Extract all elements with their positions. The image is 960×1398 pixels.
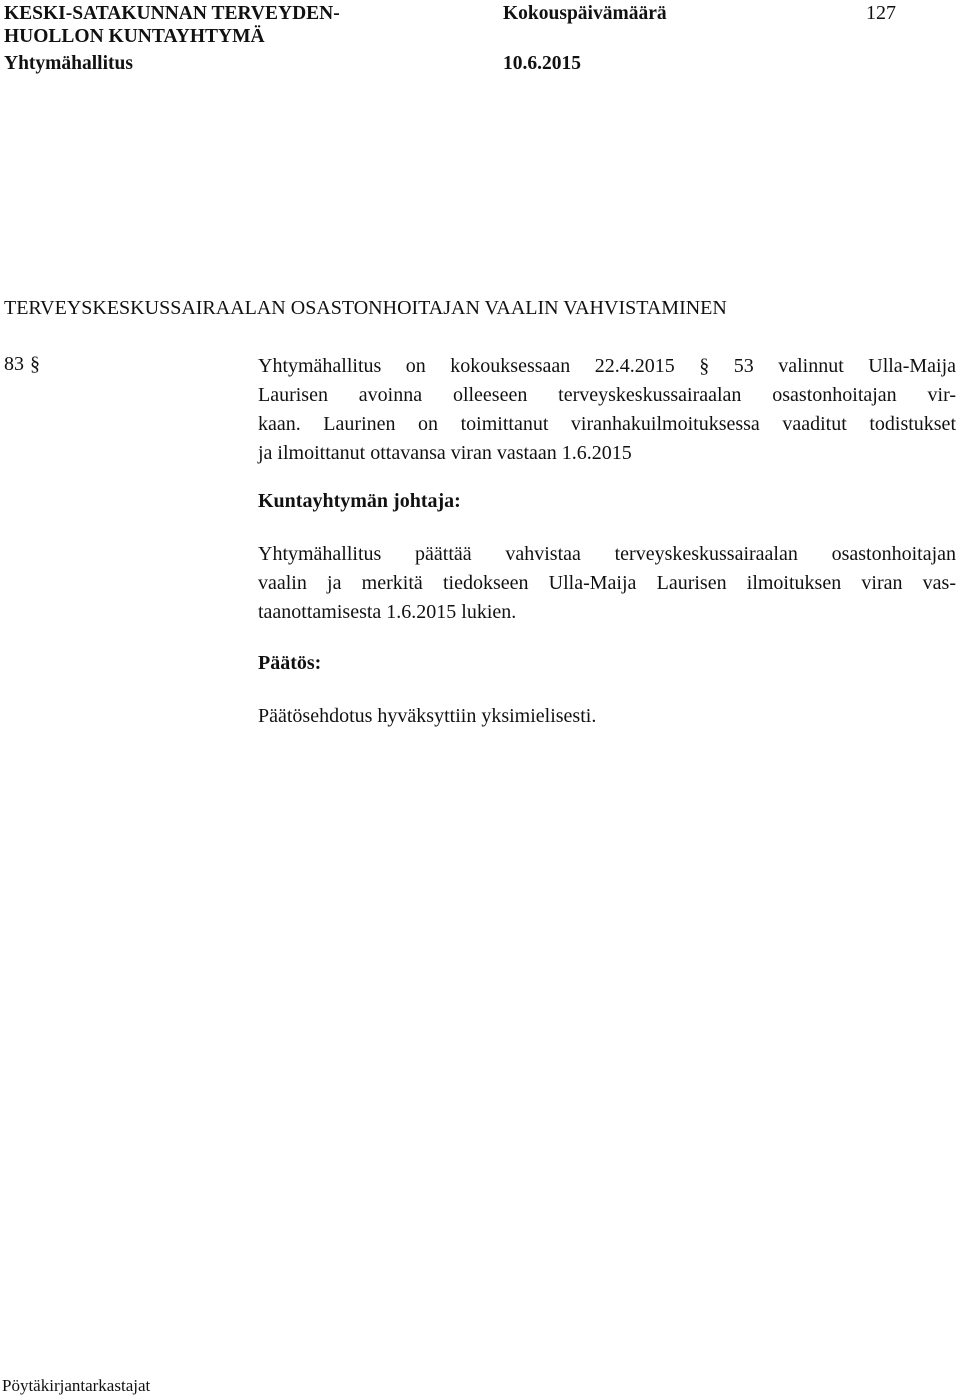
minutes-checkers-label: Pöytäkirjantarkastajat bbox=[2, 1376, 151, 1395]
section-title: TERVEYSKESKUSSAIRAALAN OSASTONHOITAJAN VAALIN VAHVISTAMINEN bbox=[4, 297, 727, 319]
intro-line: Laurisen avoinna olleeseen terveyskeskussairaalan osastonhoitajan vir- bbox=[258, 384, 956, 406]
page-number: 127 bbox=[866, 2, 896, 24]
proposal-line: vaalin ja merkitä tiedokseen Ulla-Maija Laurisen ilmoituksen viran vas- bbox=[258, 572, 956, 594]
organization-name-line-2: HUOLLON KUNTAYHTYMÄ bbox=[4, 26, 265, 47]
unit-name: Yhtymähallitus bbox=[4, 53, 133, 74]
proposal-heading: Kuntayhtymän johtaja: bbox=[258, 490, 461, 512]
intro-line: Yhtymähallitus on kokouksessaan 22.4.2015 § 53 valinnut Ulla-Maija bbox=[258, 355, 956, 377]
intro-paragraph bbox=[258, 352, 956, 468]
organization-name-line-1: KESKI-SATAKUNNAN TERVEYDEN- bbox=[4, 3, 340, 24]
decision-heading: Päätös: bbox=[258, 652, 322, 674]
section-number: 83 bbox=[4, 353, 24, 375]
proposal-line: Yhtymähallitus päättää vahvistaa terveyskeskussairaalan osastonhoitajan bbox=[258, 543, 956, 565]
intro-line: ja ilmoittanut ottavansa viran vastaan 1.6.2015 bbox=[258, 442, 632, 464]
section-sign-icon: § bbox=[30, 353, 40, 375]
organization-name bbox=[4, 2, 340, 48]
intro-line: kaan. Laurinen on toimittanut viranhakuilmoituksessa vaaditut todistukset bbox=[258, 413, 956, 435]
decision-text: Päätösehdotus hyväksyttiin yksimielisesti. bbox=[258, 705, 597, 727]
meeting-date: 10.6.2015 bbox=[503, 53, 581, 74]
proposal-line: taanottamisesta 1.6.2015 lukien. bbox=[258, 601, 517, 623]
proposal-paragraph bbox=[258, 540, 956, 627]
meeting-date-label: Kokouspäivämäärä bbox=[503, 3, 667, 24]
